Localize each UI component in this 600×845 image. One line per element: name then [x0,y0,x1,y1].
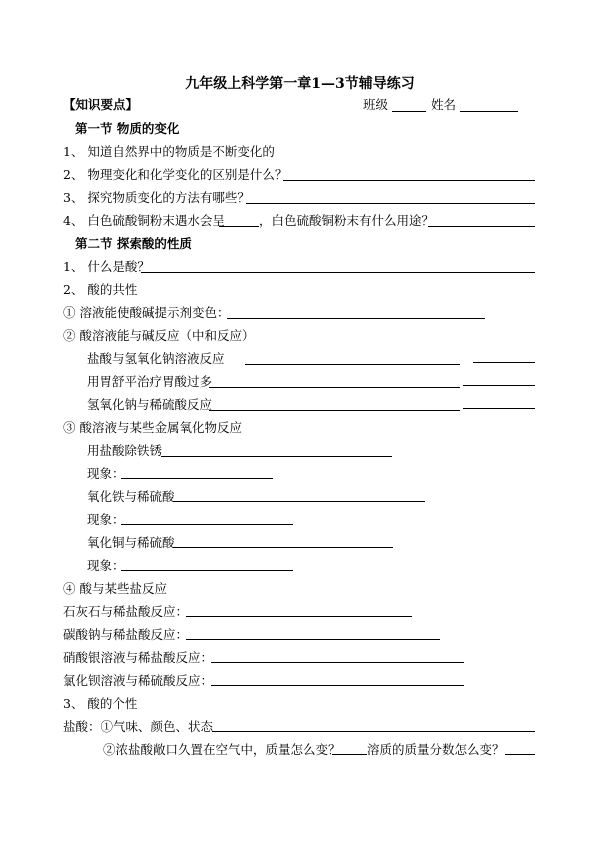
s2-c2b-blank2[interactable] [463,385,535,386]
s2-c2c-blank1[interactable] [209,410,460,411]
s2-c4c: 硝酸银溶液与稀盐酸反应： [63,650,214,665]
name-blank[interactable] [460,111,518,112]
s2-hcl2b: 溶质的质量分数怎么变？ [367,742,505,757]
s2-c1: ① 溶液能使酸碱提示剂变色： [63,305,230,320]
s2-c4d: 氯化钡溶液与稀硫酸反应： [63,673,214,688]
class-blank[interactable] [392,111,426,112]
s2-hcl1-blank[interactable] [212,731,535,732]
s2-hcl2a-blank[interactable] [332,754,367,755]
section-label: 【知识要点】 [63,97,139,112]
s2-c2a-blank2[interactable] [473,362,535,363]
s2-c3b-blank[interactable] [173,501,425,502]
s2-c3c: 氧化铜与稀硫酸 [87,535,175,550]
s1-q4a: 4、 白色硫酸铜粉末遇水会呈 [63,213,225,228]
s2-c4b-blank[interactable] [186,639,440,640]
s2-c2a-blank1[interactable] [245,364,460,365]
s2-c2: ② 酸溶液能与碱反应（中和反应） [63,328,255,343]
s2-c4: ④ 酸与某些盐反应 [63,581,167,596]
s2-hcl2a: ②浓盐酸敞口久置在空气中，质量怎么变？ [103,742,341,757]
s2-q1: 1、 什么是酸？ [63,259,150,274]
s2-phen2: 现象： [87,512,125,527]
s2-phen3-blank[interactable] [121,570,293,571]
s2-c3: ③ 酸溶液与某些金属氧化物反应 [63,420,242,435]
s2-phen2-blank[interactable] [121,524,293,525]
s2-c2b-blank1[interactable] [209,387,460,388]
s2-c4d-blank[interactable] [211,685,464,686]
s2-c3b: 氧化铁与稀硫酸 [87,489,175,504]
s2-c3c-blank[interactable] [173,547,393,548]
page-title: 九年级上科学第一章1—3节辅导练习 [185,76,415,92]
s1-q2: 2、 物理变化和化学变化的区别是什么？ [63,167,288,182]
s1-q1: 1、 知道自然界中的物质是不断变化的 [63,144,275,159]
s1-q4-color-blank[interactable] [219,226,259,227]
class-label: 班级 [363,97,389,112]
s2-c4c-blank[interactable] [211,662,464,663]
s1-q4-use-blank[interactable] [428,226,535,227]
s2-c4b: 碳酸钠与稀盐酸反应： [63,627,189,642]
s2-hcl2b-blank[interactable] [505,754,535,755]
s2-q1-blank[interactable] [141,272,535,273]
s2-c2c: 氢氧化钠与稀硫酸反应 [87,397,213,412]
s2-c2b: 用胃舒平治疗胃酸过多 [87,374,213,389]
s2-phen3: 现象： [87,558,125,573]
name-label: 姓名 [431,97,457,112]
s2-c3a: 用盐酸除铁锈 [87,443,163,458]
section1-heading: 第一节 物质的变化 [75,121,180,136]
s1-q2-blank[interactable] [283,180,535,181]
s2-c2c-blank2[interactable] [463,408,535,409]
s2-c3a-blank[interactable] [161,456,392,457]
s2-c4a: 石灰石与稀盐酸反应： [63,604,189,619]
s2-phen1-blank[interactable] [121,478,273,479]
s2-c1-blank[interactable] [227,318,485,319]
s2-phen1: 现象： [87,466,125,481]
s1-q3-blank[interactable] [246,203,535,204]
s2-q3: 3、 酸的个性 [63,696,138,711]
s2-q2: 2、 酸的共性 [63,282,138,297]
s2-c4a-blank[interactable] [186,616,412,617]
s2-c2a: 盐酸与氢氧化钠溶液反应 [87,351,225,366]
s1-q3: 3、 探究物质变化的方法有哪些？ [63,190,250,205]
section2-heading: 第二节 探索酸的性质 [75,236,192,251]
s2-hcl1: 盐酸：①气味、颜色、状态 [63,719,214,734]
s1-q4b: ，白色硫酸铜粉末有什么用途？ [259,213,435,228]
